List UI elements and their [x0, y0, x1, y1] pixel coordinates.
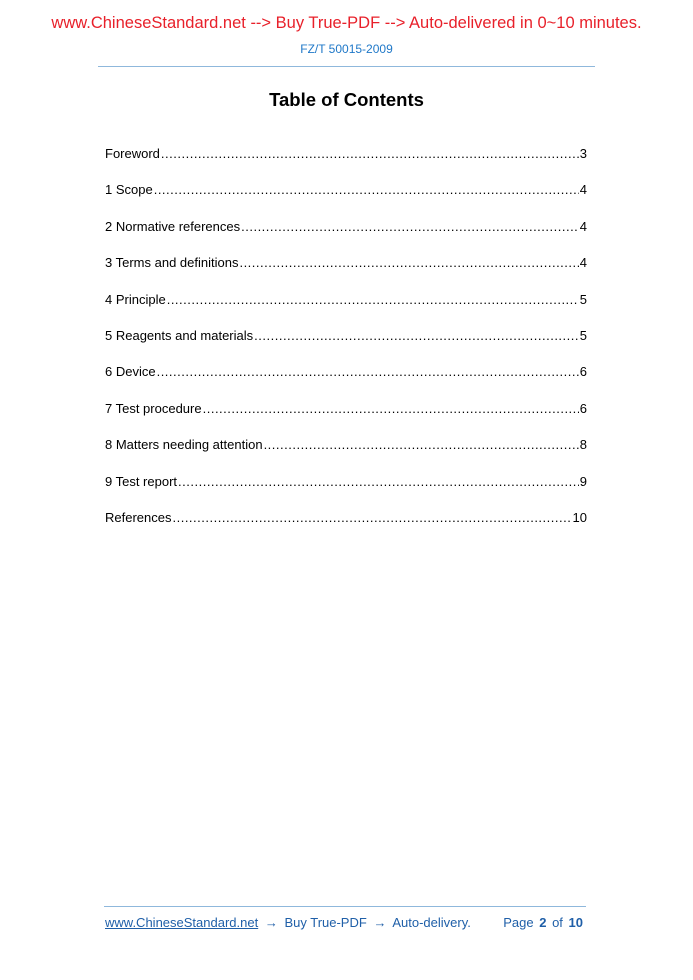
toc-entry-page: 5: [579, 291, 587, 307]
toc-entry-label: 1 Scope: [105, 182, 153, 198]
page-of: of: [552, 915, 563, 930]
toc-entry-label: 8 Matters needing attention: [105, 437, 263, 453]
toc-entry-reagents-and-materials[interactable]: [105, 327, 587, 363]
toc-entry-page: 6: [579, 400, 587, 416]
toc-entry-principle[interactable]: [105, 291, 587, 327]
toc-entry-normative-references[interactable]: [105, 218, 587, 254]
toc-entry-label: References: [105, 509, 172, 525]
toc-title: Table of Contents: [269, 89, 424, 110]
toc-entry-label: 9 Test report: [105, 473, 178, 489]
toc-entry-label: 3 Terms and definitions: [105, 255, 239, 271]
dot-leader: [172, 509, 571, 527]
header-divider: [98, 66, 595, 67]
dot-leader: [157, 363, 579, 381]
delivery-text: Auto-delivery.: [392, 915, 471, 930]
site-link[interactable]: www.ChineseStandard.net: [105, 915, 259, 930]
toc-entry-page: 4: [579, 255, 587, 271]
page-footer: [105, 915, 585, 930]
toc-entry-page: 5: [579, 327, 587, 343]
toc-entry-device[interactable]: [105, 363, 587, 399]
toc-entry-page: 6: [579, 364, 587, 380]
buy-text: Buy True-PDF: [284, 915, 367, 930]
page-current: 2: [539, 915, 547, 930]
page-indicator: [503, 915, 585, 930]
dot-leader: [239, 254, 578, 272]
page-total: 10: [568, 915, 583, 930]
toc-entry-page: 3: [579, 146, 587, 161]
toc-entry-label: 5 Reagents and materials: [105, 327, 254, 343]
dot-leader: [241, 218, 579, 236]
toc-entry-label: 4 Principle: [105, 291, 166, 307]
dot-leader: [154, 181, 579, 199]
toc-entry-label: 2 Normative references: [105, 218, 241, 234]
toc-entry-matters-needing-attention[interactable]: [105, 436, 587, 472]
footer-divider: [104, 906, 586, 907]
toc-entry-references[interactable]: [105, 509, 587, 545]
toc-entry-test-procedure[interactable]: [105, 400, 587, 436]
dot-leader: [264, 436, 579, 454]
toc-entry-label: Foreword: [105, 146, 160, 161]
toc-entry-test-report[interactable]: [105, 473, 587, 509]
arrow-right-icon: →: [264, 915, 278, 930]
arrow-right-icon: →: [373, 915, 387, 930]
dot-leader: [167, 291, 579, 309]
footer-promo: [105, 915, 471, 930]
toc-entry-page: 8: [579, 437, 587, 453]
dot-leader: [254, 327, 579, 345]
toc-list: [105, 145, 587, 545]
toc-entry-label: 7 Test procedure: [105, 400, 202, 416]
dot-leader: [203, 400, 579, 418]
document-code: FZ/T 50015-2009: [300, 42, 393, 56]
toc-entry-page: 4: [579, 182, 587, 198]
page-word: Page: [503, 915, 534, 930]
toc-entry-scope[interactable]: [105, 181, 587, 217]
toc-entry-page: 4: [579, 218, 587, 234]
promo-banner[interactable]: www.ChineseStandard.net --> Buy True-PDF --> Auto-delivered in 0~10 minutes.: [51, 14, 642, 32]
dot-leader: [178, 473, 579, 491]
dot-leader: [161, 145, 579, 163]
toc-entry-terms-and-definitions[interactable]: [105, 254, 587, 290]
toc-entry-page: 9: [579, 473, 587, 489]
toc-entry-label: 6 Device: [105, 364, 156, 380]
toc-entry-page: 10: [572, 509, 587, 525]
toc-entry-foreword[interactable]: [105, 145, 587, 181]
